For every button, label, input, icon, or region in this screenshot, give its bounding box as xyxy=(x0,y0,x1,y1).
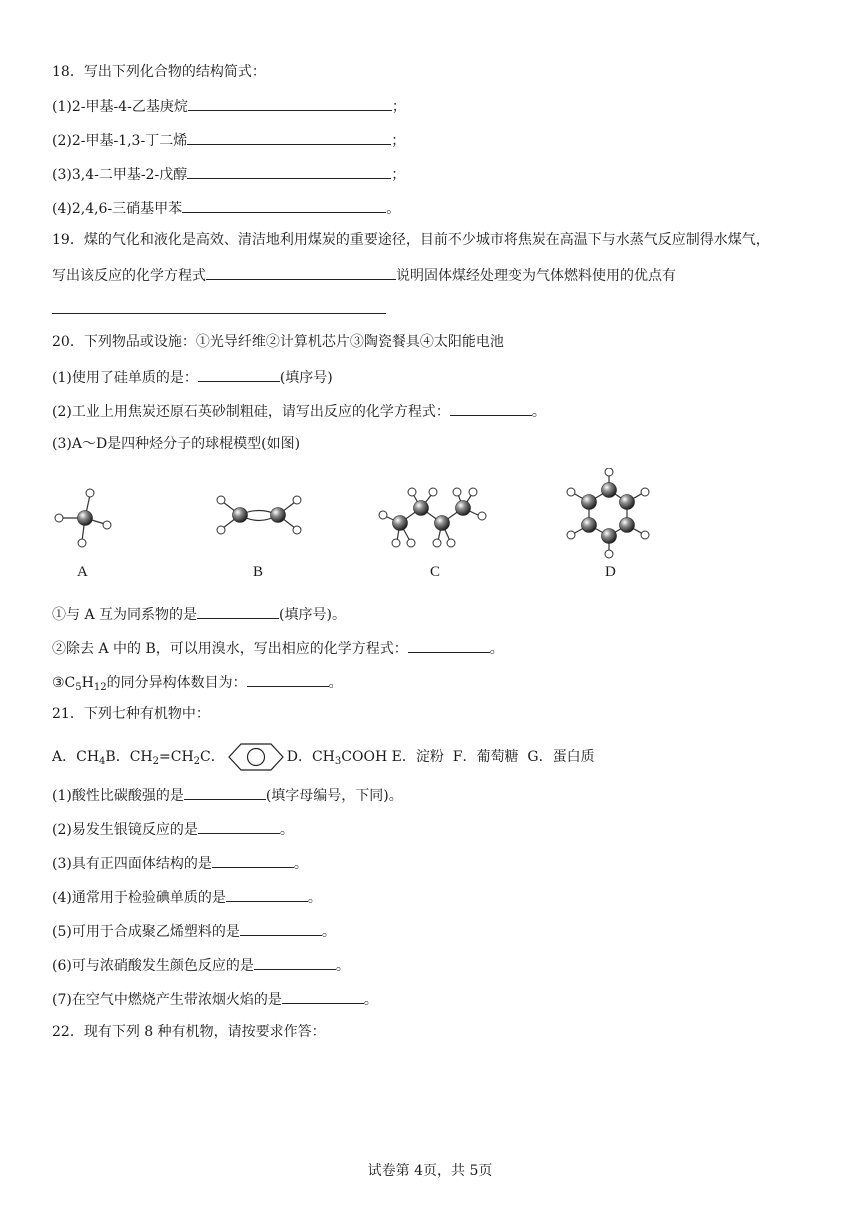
q21-item-note: (填字母编号，下同)。 xyxy=(265,788,403,804)
formula-c: ③C xyxy=(52,675,76,691)
answer-blank[interactable] xyxy=(282,988,364,1004)
q19-line-2 xyxy=(52,264,676,286)
punct: 。 xyxy=(489,641,504,657)
option-a: A．CH xyxy=(52,749,100,765)
q20-s1-note: (填序号)。 xyxy=(279,607,346,623)
q18-item-3 xyxy=(52,163,405,185)
punct: 。 xyxy=(386,201,401,217)
q21-item-text: (4)通常用于检验碘单质的是 xyxy=(52,890,226,906)
answer-blank[interactable] xyxy=(206,264,396,280)
q20-p1-text: (1)使用了硅单质的是： xyxy=(52,370,198,386)
punct: 。 xyxy=(328,675,343,691)
q21-item-7 xyxy=(52,988,378,1010)
q18-item-1 xyxy=(52,95,406,117)
q21-item-1 xyxy=(52,784,403,806)
punct: ； xyxy=(391,167,406,183)
q21-item-2 xyxy=(52,818,294,840)
answer-blank[interactable] xyxy=(247,671,329,687)
q21-item-text: (1)酸性比碳酸强的是 xyxy=(52,788,184,804)
option-e: E．淀粉 xyxy=(391,749,444,765)
model-label-a: A xyxy=(77,564,88,580)
molecule-figure xyxy=(40,468,680,568)
q20-sub-3 xyxy=(52,671,343,693)
punct: 。 xyxy=(293,856,308,872)
formula-h: H xyxy=(81,675,94,691)
answer-blank[interactable] xyxy=(198,366,280,382)
q18-stem: 18．写出下列化合物的结构简式： xyxy=(52,64,266,80)
punct: 。 xyxy=(531,404,546,420)
q18-item-4-label: (4)2,4,6-三硝基甲苯 xyxy=(52,201,183,217)
answer-blank[interactable] xyxy=(198,818,280,834)
q20-s2-text: ②除去 A 中的 B，可以用溴水，写出相应的化学方程式： xyxy=(52,641,408,657)
q18-item-4 xyxy=(52,197,400,219)
q21-options xyxy=(52,741,595,773)
punct: ； xyxy=(391,99,406,115)
option-f: F．葡萄糖 xyxy=(452,749,519,765)
answer-blank[interactable] xyxy=(187,129,391,145)
q21-item-text: (5)可用于合成聚乙烯塑料的是 xyxy=(52,924,240,940)
q18-item-3-label: (3)3,4-二甲基-2-戊醇 xyxy=(52,167,188,183)
q21-item-text: (6)可与浓硝酸发生颜色反应的是 xyxy=(52,958,254,974)
model-label-d: D xyxy=(605,564,616,580)
ball-stick-models xyxy=(40,468,680,592)
q19-line-1: 19．煤的气化和液化是高效、清洁地利用煤炭的重要途径，目前不少城市将焦炭在高温下与水蒸气反应制得水煤气， xyxy=(52,232,770,248)
option-d: D．CH xyxy=(286,749,335,765)
q18-item-2 xyxy=(52,129,405,151)
q19-part-b: 说明固体煤经处理变为气体燃料使用的优点有 xyxy=(396,268,676,284)
q20-s3-text: 的同分异构体数目为： xyxy=(106,675,247,691)
answer-blank[interactable] xyxy=(184,784,266,800)
answer-blank[interactable] xyxy=(212,852,294,868)
subscript: 2 xyxy=(193,756,201,767)
answer-blank[interactable] xyxy=(240,920,322,936)
subscript: 2 xyxy=(152,756,159,767)
q21-item-4 xyxy=(52,886,322,908)
answer-blank[interactable] xyxy=(182,197,386,213)
q20-sub-1 xyxy=(52,603,346,625)
q21-item-text: (2)易发生银镜反应的是 xyxy=(52,822,198,838)
model-label-b: B xyxy=(253,564,264,580)
page-footer: 试卷第 4页，共 5页 xyxy=(367,1163,493,1179)
answer-blank[interactable] xyxy=(254,954,336,970)
q20-s1-text: ①与 A 互为同系物的是 xyxy=(52,607,198,623)
punct: 。 xyxy=(363,992,378,1008)
answer-blank[interactable] xyxy=(450,400,532,416)
punct: ； xyxy=(391,133,406,149)
subscript: 4 xyxy=(99,756,106,767)
answer-blank[interactable] xyxy=(187,163,391,179)
q20-part-1 xyxy=(52,366,333,388)
option-c: C． xyxy=(200,749,225,765)
q21-item-6 xyxy=(52,954,350,976)
q21-item-text: (7)在空气中燃烧产生带浓烟火焰的是 xyxy=(52,992,282,1008)
punct: 。 xyxy=(335,958,350,974)
q21-stem: 21．下列七种有机物中： xyxy=(52,706,210,722)
subscript: 5 xyxy=(75,682,82,693)
answer-blank[interactable] xyxy=(408,637,490,653)
q18-item-1-label: (1)2-甲基-4-乙基庚烷 xyxy=(52,99,188,115)
benzene-ring-icon xyxy=(227,741,285,773)
q19-line-3 xyxy=(52,298,386,320)
option-d-end: COOH xyxy=(341,749,388,765)
answer-blank[interactable] xyxy=(188,95,392,111)
q19-part-a: 写出该反应的化学方程式 xyxy=(52,268,206,284)
answer-blank[interactable] xyxy=(52,298,386,314)
punct: 。 xyxy=(321,924,336,940)
model-label-c: C xyxy=(430,564,441,580)
answer-blank[interactable] xyxy=(226,886,308,902)
q20-p2-text: (2)工业上用焦炭还原石英砂制粗硅，请写出反应的化学方程式： xyxy=(52,404,450,420)
q20-part-3: (3)A～D是四种烃分子的球棍模型(如图) xyxy=(52,436,301,452)
q20-stem: 20．下列物品或设施：①光导纤维②计算机芯片③陶瓷餐具④太阳能电池 xyxy=(52,334,504,350)
q20-p1-note: (填序号) xyxy=(279,370,333,386)
answer-blank[interactable] xyxy=(197,603,279,619)
option-b: B．CH xyxy=(105,749,153,765)
q21-item-3 xyxy=(52,852,308,874)
q21-item-5 xyxy=(52,920,336,942)
q21-item-text: (3)具有正四面体结构的是 xyxy=(52,856,212,872)
option-g: G．蛋白质 xyxy=(527,749,595,765)
q22-stem: 22．现有下列 8 种有机物，请按要求作答： xyxy=(52,1024,326,1040)
punct: 。 xyxy=(307,890,322,906)
subscript: 3 xyxy=(334,756,342,767)
q20-part-2 xyxy=(52,400,546,422)
subscript: 12 xyxy=(93,682,107,693)
q20-sub-2 xyxy=(52,637,504,659)
q18-item-2-label: (2)2-甲基-1,3-丁二烯 xyxy=(52,133,188,149)
punct: 。 xyxy=(279,822,294,838)
option-b-mid: =CH xyxy=(159,749,194,765)
